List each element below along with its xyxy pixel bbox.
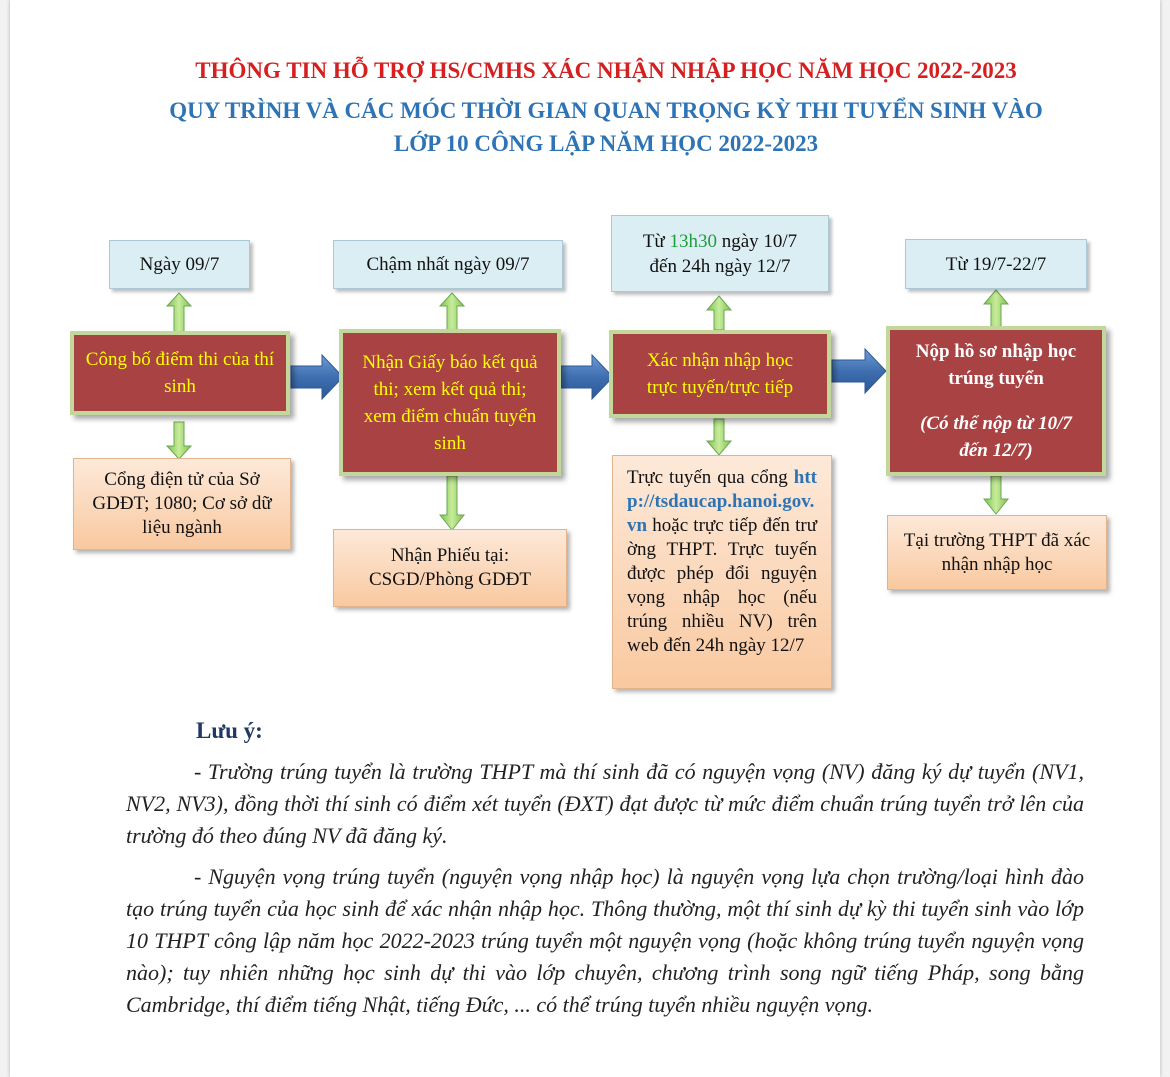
step3-detail-box (612, 455, 832, 689)
step3-detail-c: Trực tuyến được phép đổi nguyện vọng nhập học (nếu trúng nhiều NV) trên web đến 24h ngày 12/7 (627, 539, 817, 656)
step2-date-box (333, 240, 563, 289)
step4-action-note: (Có thể nộp từ 10/7 đến 12/7) (920, 413, 1072, 461)
title-line-2a: QUY TRÌNH VÀ CÁC MÓC THỜI GIAN QUAN TRỌNG KỲ THI TUYỂN SINH VÀO (169, 98, 1043, 123)
title-line-2b: LỚP 10 CÔNG LẬP NĂM HỌC 2022-2023 (393, 131, 819, 156)
arrow-down-step2 (440, 476, 464, 530)
step2-action-box (339, 329, 561, 476)
step3-detail-text (613, 456, 831, 668)
step3-detail-b: hoặc trực tiếp đến trường THPT. (627, 515, 818, 560)
step3-date-suffix: ngày 10/7 (721, 230, 798, 252)
arrow-down-step3 (707, 419, 731, 455)
notes-paragraph-1: - Trường trúng tuyển là trường THPT mà thí sinh đã có nguyện vọng (NV) đăng ký dự tuyển (NV1, NV2, NV3), đồng thời thí sinh có điểm xét tuyển (ĐXT) đạt được từ mức điểm chuẩn trúng tuyển trở lên của trường đó theo đúng NV đã đăng ký. (126, 759, 1084, 848)
step1-detail-box (73, 458, 291, 550)
step2-detail-line2: CSGD/Phòng GDĐT (368, 569, 532, 590)
arrow-up-step1 (167, 293, 191, 332)
arrow-right-2 (561, 355, 613, 399)
step1-action-box (70, 331, 290, 415)
step3-date-box (611, 215, 829, 292)
step1-detail: Cổng điện tử của Sở GDĐT; 1080; Cơ sở dữ liệu ngành (92, 469, 272, 538)
arrow-right-1 (291, 355, 343, 399)
arrow-right-3 (832, 349, 886, 393)
step3-date-line1 (643, 229, 797, 254)
step3-date-time: 13h30 (669, 230, 717, 252)
step3-date-line2: đến 24h ngày 12/7 (649, 255, 791, 277)
step1-date-box (109, 240, 250, 289)
step4-detail: Tại trường THPT đã xác nhận nhập học (903, 529, 1091, 575)
step4-date-box (905, 239, 1087, 289)
notes-title: Lưu ý: (196, 718, 263, 743)
arrow-up-step4 (984, 290, 1008, 327)
step4-action-box (886, 326, 1106, 476)
arrow-up-step2 (440, 293, 464, 330)
step1-action: Công bố điểm thi của thí sinh (85, 349, 275, 397)
arrow-down-step1 (167, 422, 191, 459)
document-title-red: THÔNG TIN HỖ TRỢ HS/CMHS XÁC NHẬN NHẬP HỌC NĂM HỌC 2022-2023 (195, 58, 1017, 83)
step4-date: Từ 19/7-22/7 (945, 253, 1047, 275)
step4-action: Nộp hồ sơ nhập học trúng tuyển (915, 341, 1077, 389)
step2-detail-line1: Nhận Phiếu tại: (390, 545, 510, 566)
tsdaucap-link[interactable]: http://tsdaucap.hanoi.gov.vn (627, 467, 817, 536)
step3-action-box (609, 330, 831, 418)
arrow-up-step3 (707, 296, 731, 330)
step4-detail-box (887, 515, 1107, 590)
step2-date: Chậm nhất ngày 09/7 (366, 254, 530, 275)
step1-date: Ngày 09/7 (139, 254, 220, 275)
step2-detail-box (333, 529, 567, 607)
step3-date-prefix: Từ (642, 230, 665, 252)
arrow-down-step4 (984, 476, 1008, 514)
step2-action: Nhận Giấy báo kết quả thi; xem kết quả thi; xem điểm chuẩn tuyển sinh (362, 351, 538, 454)
notes-paragraph-2: - Nguyện vọng trúng tuyển (nguyện vọng nhập học) là nguyện vọng lựa chọn trường/loại hình đào tạo trúng tuyển của học sinh để xác nhận nhập học. Thông thường, một thí sinh dự kỳ thi tuyển sinh vào lớp 10 THPT công lập năm học 2022-2023 trúng tuyển một nguyện vọng (hoặc không trúng tuyển nguyện vọng nào); tuy nhiên những học sinh dự thi vào lớp chuyên, chương trình song ngữ tiếng Pháp, song bằng Cambridge, thí điểm tiếng Nhật, tiếng Đức, ... có thể trúng tuyển nhiều nguyện vọng. (126, 864, 1084, 1017)
step3-detail-a: Trực tuyến qua cổng (627, 467, 788, 488)
step3-action: Xác nhận nhập học trực tuyến/trực tiếp (646, 350, 794, 398)
